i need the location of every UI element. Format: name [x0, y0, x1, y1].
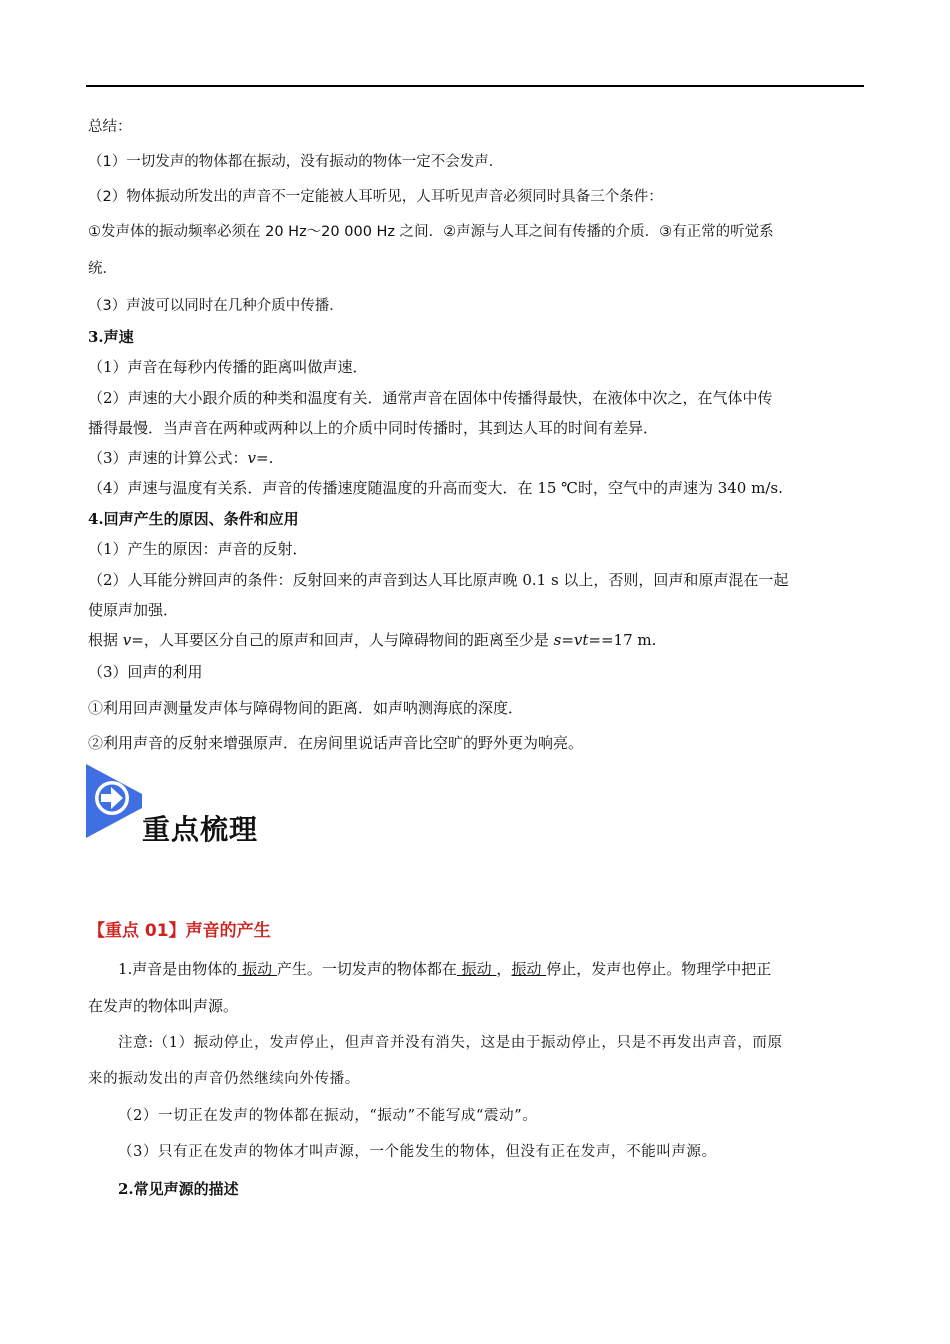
s4-p3-eq: =	[561, 631, 574, 649]
section-3-heading: 3.声速	[88, 328, 134, 346]
key01-note4: （3）只有正在发声的物体才叫声源，一个能发生的物体，但没有正在发声，不能叫声源。	[118, 1144, 717, 1160]
key01-l1-a: 1.声音是由物体的	[118, 960, 238, 978]
key01-note2: 来的振动发出的声音仍然继续向外传播。	[88, 1071, 360, 1087]
s4-p3-post: ==17 m.	[588, 631, 657, 649]
s3-p4: （4）声速与温度有关系．声音的传播速度随温度的升高而变大．在 15 ℃时，空气中的声速为 340 m/s.	[88, 479, 783, 497]
s3-p3-var: v	[247, 449, 257, 467]
s4-p2a: （2）人耳能分辨回声的条件：反射回来的声音到达人耳比原声晚 0.1 s 以上，否则，回声和原声混在一起	[88, 571, 789, 589]
key01-l1-d: ，	[496, 960, 512, 978]
s3-p3-post: =.	[256, 449, 274, 467]
key01-line1	[118, 959, 771, 979]
key01-note1: 注意:（1）振动停止，发声停止，但声音并没有消失，这是由于振动停止，只是不再发出声音，而原	[118, 1035, 783, 1051]
s4-p6: ②利用声音的反射来增强原声．在房间里说话声音比空旷的野外更为响亮。	[88, 734, 584, 752]
key01-line2: 在发声的物体叫声源。	[88, 997, 239, 1015]
key01-l1-e: 停止，发声也停止。物理学中把正	[546, 960, 772, 978]
key01-l1-c: 产生。一切发声的物体都在	[276, 960, 457, 978]
summary-p4: （3）声波可以同时在几种介质中传播．	[88, 298, 344, 314]
s4-p2b: 使原声加强．	[88, 601, 179, 619]
summary-p2: （2）物体振动所发出的声音不一定能被人耳听见，人耳听见声音必须同时具备三个条件：	[88, 189, 663, 205]
s3-p2b: 播得最慢．当声音在两种或两种以上的介质中同时传播时，其到达人耳的时间有差异．	[88, 419, 659, 437]
s4-p3-mid: =，人耳要区分自己的原声和回声，人与障碍物间的距离至少是	[131, 631, 554, 649]
summary-p1: （1）一切发声的物体都在振动，没有振动的物体一定不会发声．	[88, 154, 504, 170]
arrow-circle-icon	[86, 764, 142, 838]
s4-p3-v: v	[122, 631, 132, 649]
section-4-heading: 4.回声产生的原因、条件和应用	[88, 510, 299, 528]
s4-p3-vt: vt	[573, 631, 589, 649]
s3-p3	[88, 448, 273, 468]
key01-subheading: 2.常见声源的描述	[118, 1180, 239, 1198]
s4-p3	[88, 630, 656, 650]
summary-p3a: ①发声体的振动频率必须在 20 Hz～20 000 Hz 之间．②声源与人耳之间有传播的介质．③有正常的听觉系	[88, 224, 774, 240]
summary-heading: 总结：	[88, 119, 132, 135]
blank-vibration-2: 振动	[456, 960, 497, 978]
blank-vibration-1: 振动	[237, 960, 277, 978]
s4-p5: ①利用回声测量发声体与障碍物间的距离．如声呐测海底的深度．	[88, 699, 524, 717]
section-title: 重点梳理	[142, 813, 259, 846]
s3-p2a: （2）声速的大小跟介质的种类和温度有关．通常声音在固体中传播得最快，在液体中次之，在气体中传	[88, 389, 773, 407]
s4-p3-s: s	[553, 631, 562, 649]
s3-p1: （1）声音在每秒内传播的距离叫做声速．	[88, 358, 368, 376]
header-rule	[86, 85, 864, 87]
s4-p1: （1）产生的原因：声音的反射．	[88, 540, 308, 558]
key-01-heading: 【重点 01】声音的产生	[88, 921, 271, 941]
s3-p3-pre: （3）声速的计算公式：	[88, 449, 248, 467]
s4-p3-pre: 根据	[88, 631, 123, 649]
s4-p4: （3）回声的利用	[88, 663, 203, 681]
key01-note3: （2）一切正在发声的物体都在振动，“振动”不能写成“震动”。	[118, 1108, 538, 1124]
summary-p3b: 统．	[88, 261, 117, 277]
blank-vibration-3: 振动	[511, 960, 547, 978]
